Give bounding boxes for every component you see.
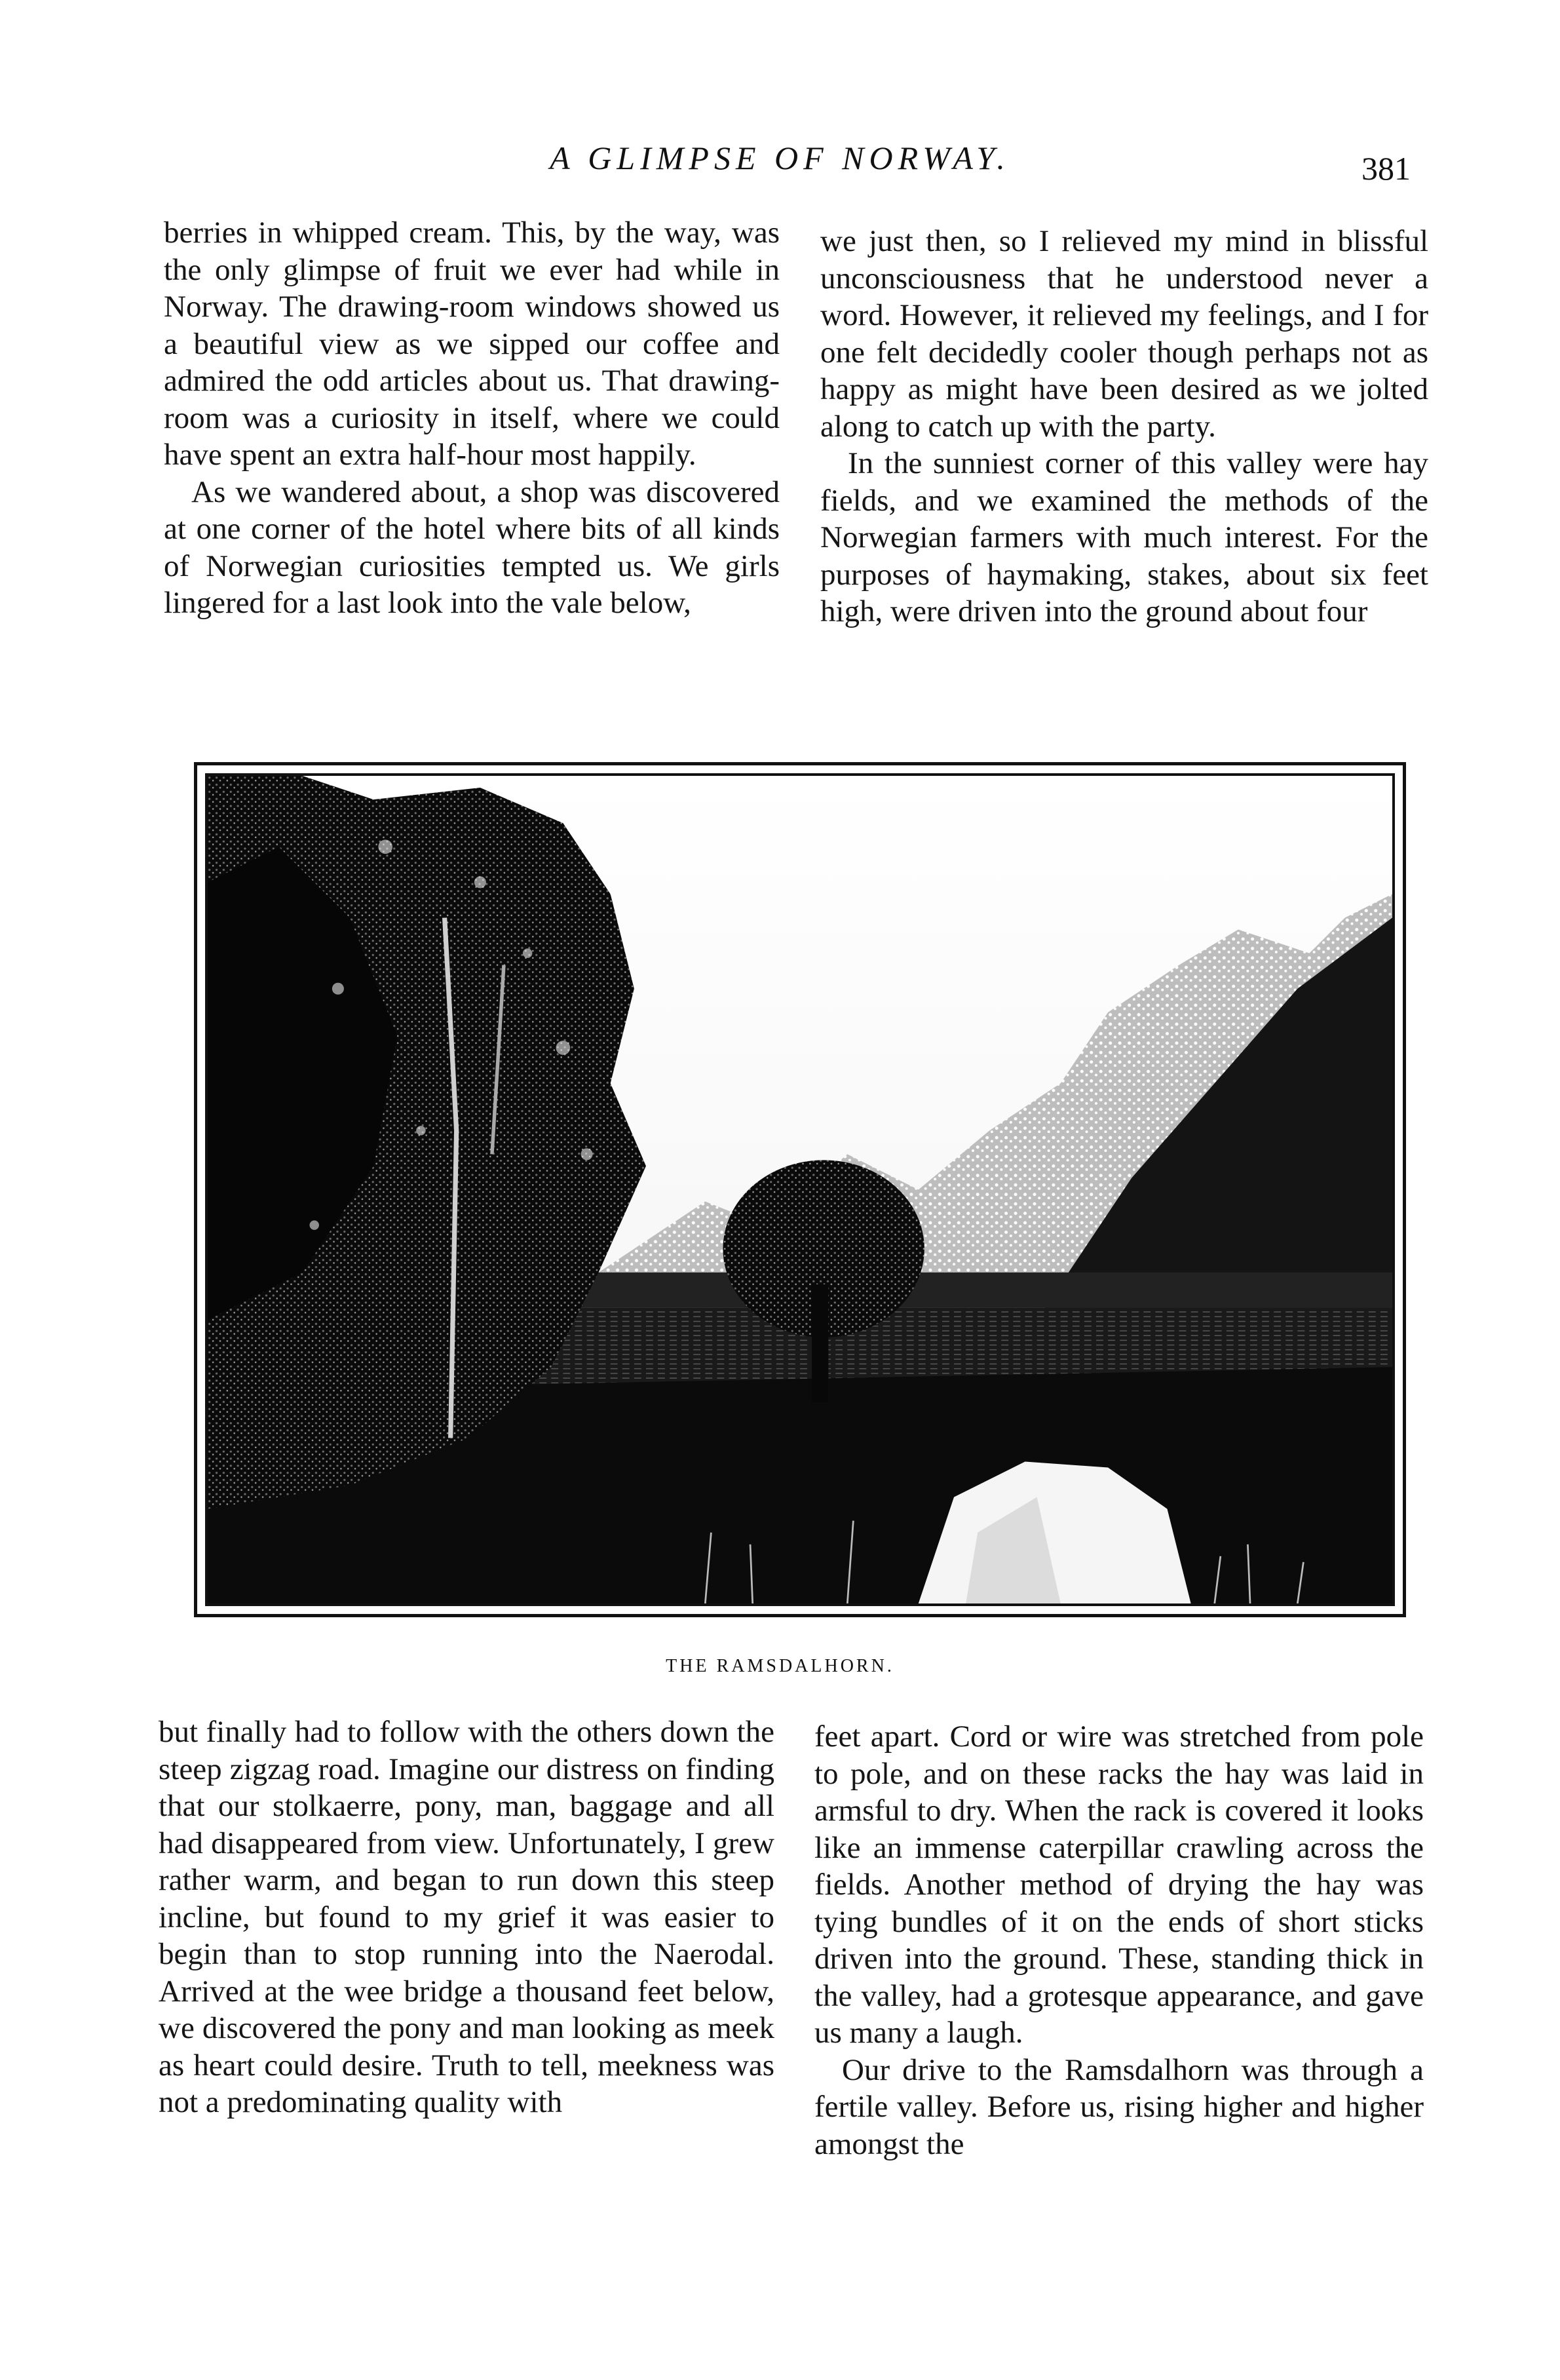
page-number: 381 [1361,150,1411,187]
paragraph: As we wandered about, a shop was discovered at one corner of the hotel where bits of all kinds of Norwegian curiosities tempted us. We girls lingered for a last look into the vale below, [164,474,780,620]
paragraph: Our drive to the Ramsdalhorn was through a fertile valley. Before us, rising higher and higher amongst the [814,2052,1424,2161]
text-column-top-left [164,214,780,622]
running-title: A GLIMPSE OF NORWAY. [550,140,1010,176]
photograph-frame [194,762,1406,1617]
figure-caption: THE RAMSDALHORN. [666,1656,894,1676]
paragraph: berries in whipped cream. This, by the way, was the only glimpse of fruit we ever had while in Norway. The drawing-room windows showed us a beautiful view as we sipped our coffee and admired the odd articles about us. That drawing-room was a curiosity in itself, where we could have spent an extra half-hour most happily. [164,216,780,472]
paragraph: feet apart. Cord or wire was stretched from pole to pole, and on these racks the hay was laid in armsful to dry. When the rack is covered it looks like an immense caterpillar crawling across the fields. Another method of drying the hay was tying bundles of it on the ends of short sticks driven into the ground. These, standing thick in the valley, had a grotesque appearance, and gave us many a laugh. [814,1719,1424,2050]
landscape-photo [208,776,1392,1603]
paragraph: but finally had to follow with the others down the steep zigzag road. Imagine our distress on finding that our stolkaerre, pony, man, baggage and all had disappeared from view. Unfortunately, I grew rather warm, and began to run down this steep incline, but found to my grief it was easier to begin than to stop running into the Naerodal. Arrived at the wee bridge a thousand feet below, we discovered the pony and man looking as meek as heart could desire. Truth to tell, meekness was not a predominating quality with [159,1715,774,2119]
paragraph: In the sunniest corner of this valley were hay fields, and we examined the methods of the Norwegian farmers with much interest. For the purposes of haymaking, stakes, about six feet high, were driven into the ground about four [820,446,1428,628]
paragraph: we just then, so I relieved my mind in blissful unconsciousness that he understood never a word. However, it relieved my feelings, and I for one felt decidedly cooler though perhaps not as happy as might have been desired as we jolted along to catch up with the party. [820,224,1428,444]
text-column-bottom-right [814,1718,1424,2162]
text-column-bottom-left [159,1714,774,2121]
text-column-top-right [820,223,1428,630]
ramsdalhorn-photograph [205,773,1395,1606]
